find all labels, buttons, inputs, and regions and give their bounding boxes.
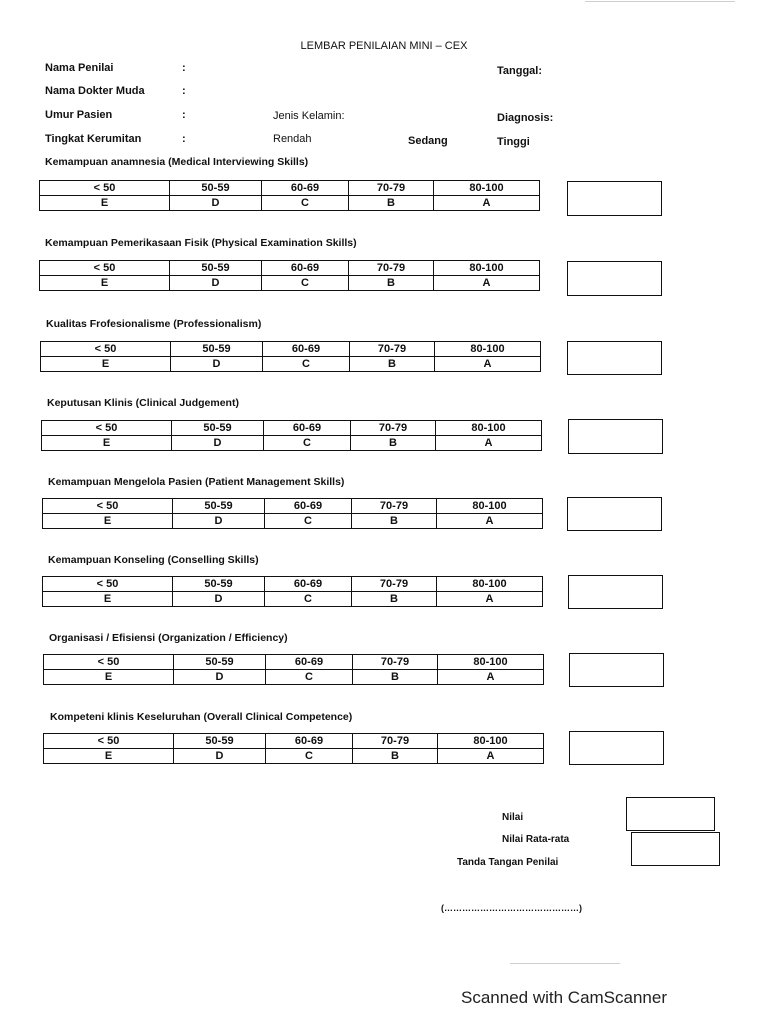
range-cell: 60-69 [266,655,353,670]
range-cell: < 50 [41,342,171,357]
letter-cell: E [40,276,170,291]
section-title-8: Kompeteni klinis Keseluruhan (Overall Clinical Competence) [50,711,353,723]
range-cell: 70-79 [353,655,438,670]
letter-cell: B [352,592,437,607]
camscanner-watermark: Scanned with CamScanner [461,988,668,1007]
score-box-2[interactable] [567,261,662,296]
signature-line[interactable]: (………………………………………) [441,903,582,913]
letter-cell: E [41,357,171,372]
letter-cell: D [170,196,262,211]
section-title-5: Kemampuan Mengelola Pasien (Patient Management Skills) [48,476,345,488]
letter-cell: C [264,436,351,451]
letter-cell: D [174,670,266,685]
grade-table-1 [39,180,540,211]
letter-cell: B [349,196,434,211]
range-cell: 70-79 [351,421,436,436]
option-sedang: Sedang [408,135,448,147]
range-cell: < 50 [44,734,174,749]
grade-table-7 [43,654,544,685]
grade-table-4 [41,420,542,451]
letter-cell: E [40,196,170,211]
range-cell: 60-69 [265,499,352,514]
grade-table-3 [40,341,541,372]
scan-artifact-bottom [510,963,620,964]
range-cell: 70-79 [353,734,438,749]
letter-cell: C [265,514,352,529]
nilai-rata-rata-box[interactable] [631,832,720,866]
letter-cell: A [436,436,542,451]
option-tinggi: Tinggi [497,136,530,148]
range-cell: 50-59 [170,261,262,276]
label-tanda-tangan-penilai: Tanda Tangan Penilai [457,857,559,868]
range-cell: 80-100 [434,181,540,196]
range-cell: 80-100 [434,261,540,276]
letter-cell: C [263,357,350,372]
score-box-6[interactable] [568,575,663,609]
letter-cell: A [435,357,541,372]
label-tingkat-kerumitan: Tingkat Kerumitan [45,133,142,145]
letter-cell: B [353,749,438,764]
form-title: LEMBAR PENILAIAN MINI – CEX [300,40,468,52]
colon-nama-penilai: : [182,62,186,74]
section-title-7: Organisasi / Efisiensi (Organization / Efficiency) [49,632,288,644]
range-cell: 60-69 [263,342,350,357]
label-diagnosis: Diagnosis: [497,112,554,124]
range-cell: < 50 [43,577,173,592]
letter-cell: A [438,749,544,764]
score-box-8[interactable] [569,731,664,765]
letter-cell: D [172,436,264,451]
letter-cell: A [434,196,540,211]
letter-cell: A [434,276,540,291]
range-cell: 50-59 [173,577,265,592]
letter-cell: D [171,357,263,372]
label-nama-penilai: Nama Penilai [45,62,114,74]
score-box-7[interactable] [569,653,664,687]
range-cell: 60-69 [266,734,353,749]
colon-tingkat-kerumitan: : [182,133,186,145]
letter-cell: C [262,276,349,291]
range-cell: 50-59 [171,342,263,357]
section-title-2: Kemampuan Pemerikasaan Fisik (Physical Examination Skills) [45,237,357,249]
letter-cell: C [266,749,353,764]
letter-cell: D [173,514,265,529]
letter-cell: C [265,592,352,607]
range-cell: 80-100 [435,342,541,357]
letter-cell: B [350,357,435,372]
range-cell: < 50 [40,181,170,196]
section-title-1: Kemampuan anamnesia (Medical Interviewing Skills) [45,156,309,168]
range-cell: 70-79 [352,577,437,592]
letter-cell: B [349,276,434,291]
letter-cell: E [43,592,173,607]
letter-cell: A [437,592,543,607]
range-cell: 50-59 [170,181,262,196]
range-cell: < 50 [44,655,174,670]
colon-nama-dokter-muda: : [182,85,186,97]
colon-umur-pasien: : [182,109,186,121]
range-cell: 50-59 [174,734,266,749]
range-cell: < 50 [43,499,173,514]
section-title-6: Kemampuan Konseling (Conselling Skills) [48,554,259,566]
letter-cell: E [44,670,174,685]
letter-cell: D [173,592,265,607]
score-box-3[interactable] [567,341,662,375]
range-cell: < 50 [40,261,170,276]
label-jenis-kelamin: Jenis Kelamin: [273,110,345,122]
label-tanggal: Tanggal: [497,65,543,77]
score-box-4[interactable] [568,419,663,454]
label-umur-pasien: Umur Pasien [45,109,113,121]
range-cell: 70-79 [349,181,434,196]
range-cell: 60-69 [262,181,349,196]
letter-cell: C [262,196,349,211]
grade-table-2 [39,260,540,291]
range-cell: 80-100 [437,499,543,514]
range-cell: 80-100 [437,577,543,592]
nilai-box[interactable] [626,797,715,831]
section-title-3: Kualitas Frofesionalisme (Professionalism) [46,318,262,330]
letter-cell: B [352,514,437,529]
label-nilai-rata-rata: Nilai Rata-rata [502,834,570,845]
range-cell: 80-100 [438,734,544,749]
score-box-5[interactable] [567,497,662,531]
range-cell: 60-69 [265,577,352,592]
letter-cell: D [174,749,266,764]
label-nama-dokter-muda: Nama Dokter Muda [45,85,145,97]
letter-cell: E [43,514,173,529]
scan-artifact-top [585,1,735,2]
range-cell: 50-59 [174,655,266,670]
letter-cell: D [170,276,262,291]
letter-cell: A [438,670,544,685]
range-cell: 80-100 [438,655,544,670]
label-nilai: Nilai [502,812,524,823]
section-title-4: Keputusan Klinis (Clinical Judgement) [47,397,239,409]
letter-cell: A [437,514,543,529]
range-cell: 50-59 [172,421,264,436]
letter-cell: E [42,436,172,451]
option-rendah: Rendah [273,133,312,145]
range-cell: 70-79 [349,261,434,276]
range-cell: 70-79 [352,499,437,514]
range-cell: 50-59 [173,499,265,514]
range-cell: 60-69 [264,421,351,436]
range-cell: 80-100 [436,421,542,436]
range-cell: 70-79 [350,342,435,357]
range-cell: 60-69 [262,261,349,276]
score-box-1[interactable] [567,181,662,216]
letter-cell: C [266,670,353,685]
grade-table-8 [43,733,544,764]
grade-table-5 [42,498,543,529]
letter-cell: E [44,749,174,764]
grade-table-6 [42,576,543,607]
letter-cell: B [353,670,438,685]
range-cell: < 50 [42,421,172,436]
letter-cell: B [351,436,436,451]
